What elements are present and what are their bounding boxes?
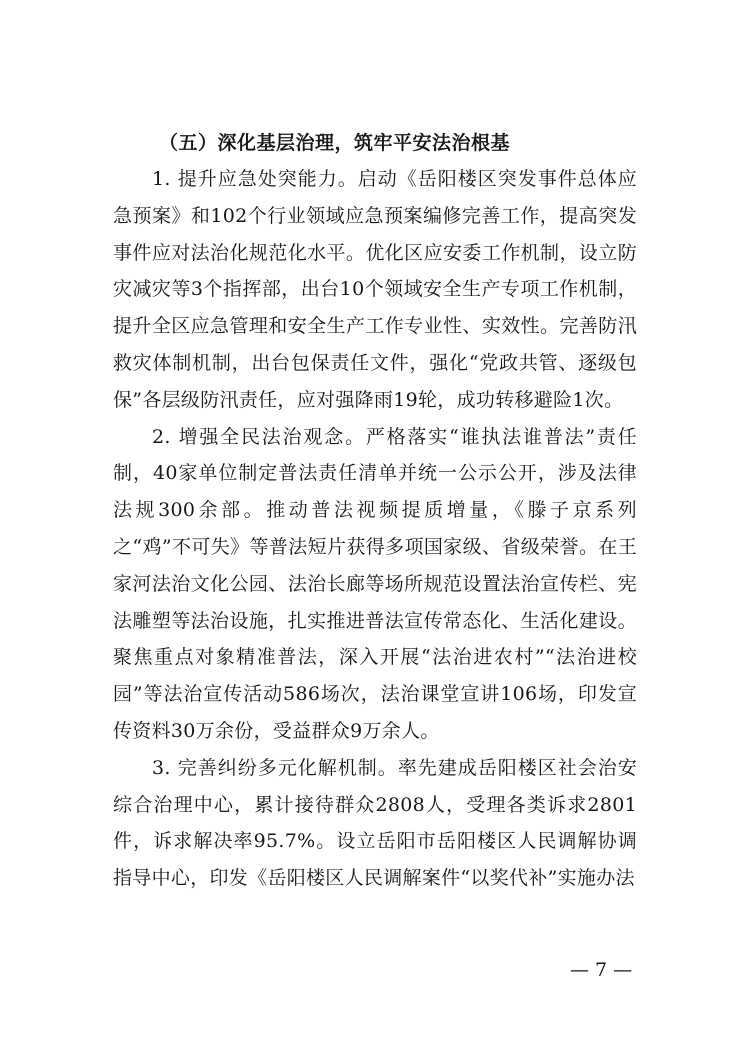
paragraph-lead: 3. 完善纠纷多元化解机制。 bbox=[152, 756, 398, 779]
paragraph-dispute-resolution bbox=[113, 750, 637, 897]
paragraph-legal-awareness bbox=[113, 419, 637, 750]
paragraph-body: 严格落实“谁执法谁普法”责任制，40家单位制定普法责任清单并统一公示公开，涉及法律法规300余部。推动普法视频提质增量，《滕子京系列之“鸡”不可失》等普法短片获得多项国家级、省级荣誉。在王家河法治文化公园、法治长廊等场所规范设置法治宣传栏、宪法雕塑等法治设施，扎实推进普法宣传常态化、生活化建设。聚焦重点对象精准普法，深入开展“法治进农村”“法治进校园”等法治宣传活动586场次，法治课堂宣讲106场，印发宣传资料30万余份，受益群众9万余人。 bbox=[113, 425, 637, 742]
paragraph-body: 率先建成岳阳楼区社会治安综合治理中心，累计接待群众2808人，受理各类诉求2801件，诉求解决率95.7%。设立岳阳市岳阳楼区人民调解协调指导中心，印发《岳阳楼区人民调解案件“以奖代补”实施办法 bbox=[113, 756, 637, 890]
paragraph-emergency-response bbox=[113, 161, 637, 419]
section-heading: （五）深化基层治理，筑牢平安法治根基 bbox=[159, 132, 511, 154]
paragraph-body: 启动《岳阳楼区突发事件总体应急预案》和102个行业领域应急预案编修完善工作，提高突发事件应对法治化规范化水平。优化区应安委工作机制，设立防灾减灾等3个指挥部，出台10个领域安全生产专项工作机制，提升全区应急管理和安全生产工作专业性、实效性。完善防汛救灾体制机制，出台包保责任文件，强化“党政共管、逐级包保”各层级防汛责任，应对强降雨19轮，成功转移避险1次。 bbox=[113, 168, 637, 411]
paragraph-lead: 1. 提升应急处突能力。 bbox=[152, 168, 358, 190]
paragraph-lead: 2. 增强全民法治观念。 bbox=[152, 425, 366, 448]
document-body bbox=[113, 125, 637, 897]
page-number: — 7 — bbox=[570, 959, 633, 981]
